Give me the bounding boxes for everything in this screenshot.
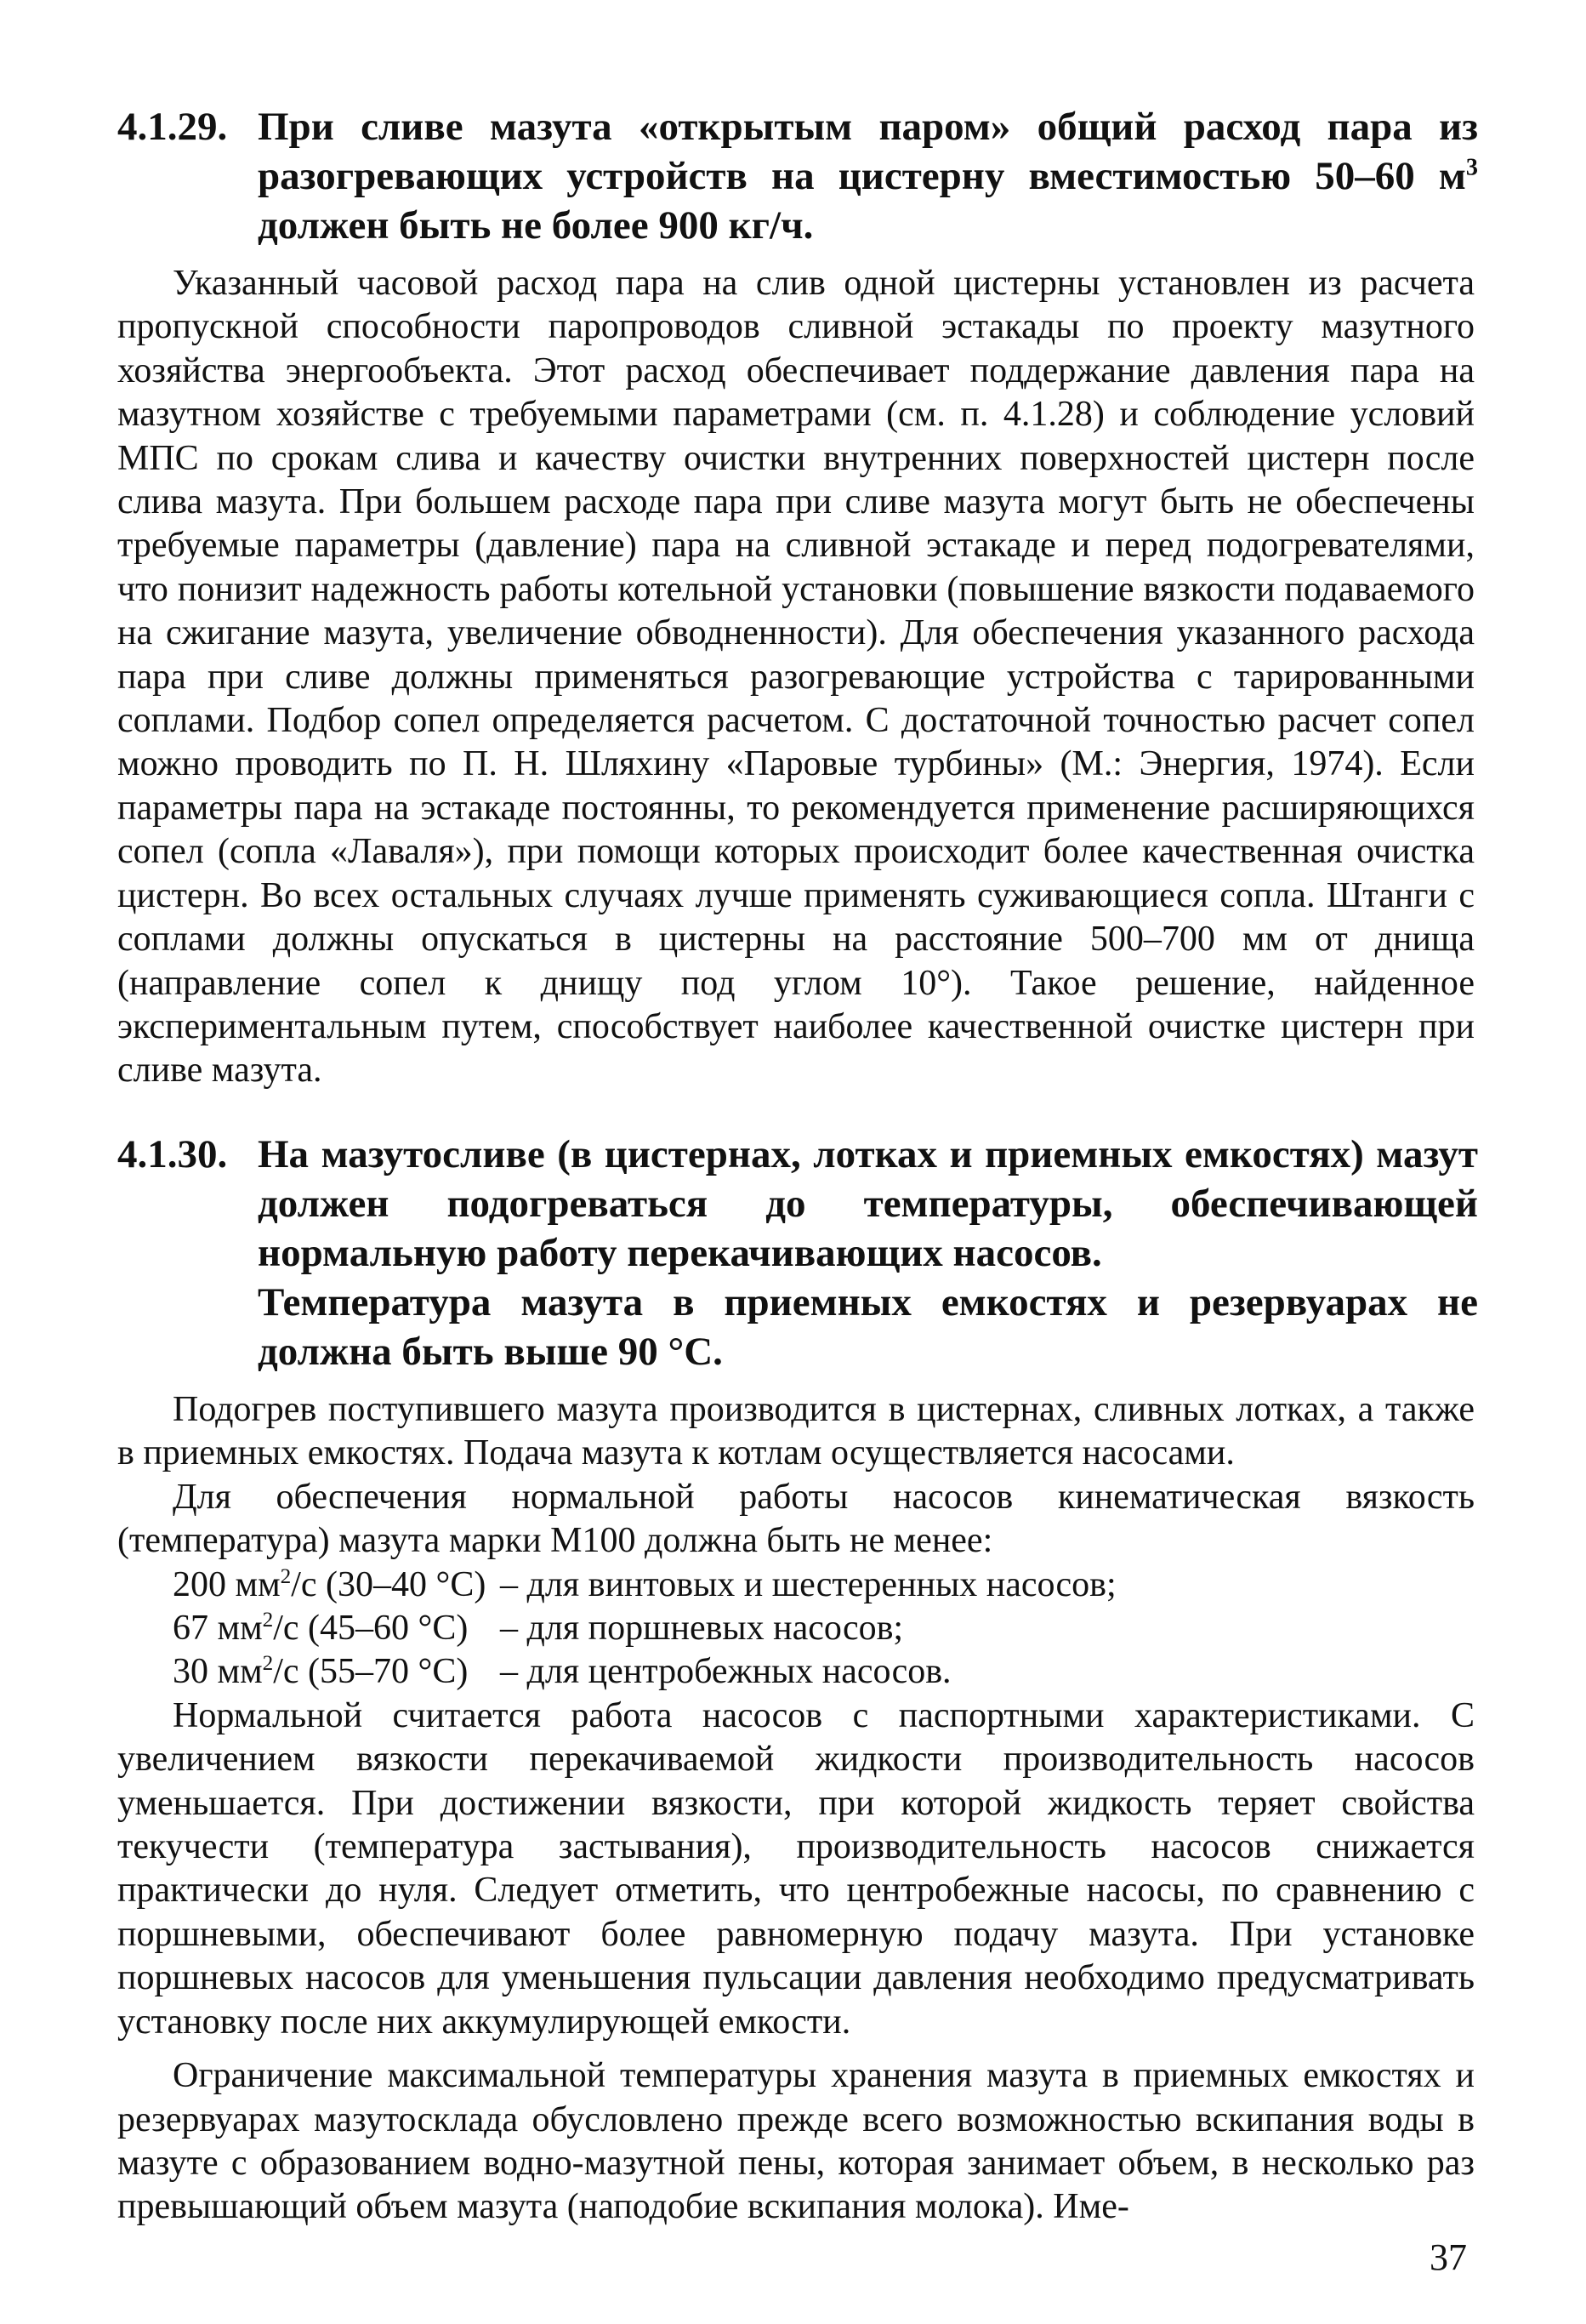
viscosity-value [173, 1650, 500, 1694]
heading-text-part: При сливе мазута «открытым паром» общий расход пара из разогревающих устройств на цистерну вместимостью 50–60 м [258, 105, 1478, 198]
section-body-4-1-29 [117, 262, 1475, 1093]
superscript: 2 [262, 1652, 274, 1676]
value-text: 30 мм [173, 1652, 263, 1692]
section-heading-4-1-29 [117, 102, 1478, 250]
section-heading-4-1-30 [117, 1130, 1478, 1376]
paragraph: Ограничение максимальной температуры хранения мазута в приемных емкостях и резервуарах мазутосклада обусловлено прежде всего возможностью вскипания воды в мазуте с образованием водно-мазутной пены, которая занимает объем, в несколько раз превышающий объем мазута (наподобие вскипания молока). Име- [117, 2056, 1475, 2227]
viscosity-item [117, 1564, 1475, 1607]
section-heading-text [258, 1130, 1478, 1376]
superscript: 2 [280, 1564, 292, 1588]
viscosity-item [117, 1607, 1475, 1650]
viscosity-value [173, 1564, 500, 1607]
value-text: /с (55–70 °С) [273, 1652, 469, 1692]
value-text: 200 мм [173, 1564, 281, 1604]
value-text: /с (45–60 °С) [273, 1609, 469, 1649]
viscosity-description: – для центробежных насосов. [500, 1652, 952, 1692]
superscript: 2 [262, 1609, 274, 1632]
value-text: /с (30–40 °С) [291, 1564, 486, 1604]
viscosity-value [173, 1607, 500, 1650]
section-heading-text [258, 102, 1478, 250]
paragraph: Указанный часовой расход пара на слив одной цистерны установлен из расчета пропускной способности паропроводов сливной эстакады по проекту мазутного хозяйства энергообъекта. Этот расход обеспечивает поддержание давления пара на мазутном хозяйстве с требуемыми параметрами (см. п. 4.1.28) и соблюдение условий МПС по срокам слива и качеству очистки внутренних поверхностей цистерн после слива мазута. При большем расходе пара при сливе мазута могут быть не обеспечены требуемые параметры (давление) пара на сливной эстакаде и перед подогревателями, что понизит надежность работы котельной установки (повышение вязкости подаваемого на сжигание мазута, увеличение обводненности). Для обеспечения указанного расхода пара при сливе должны применяться разогревающие устройства с тарированными соплами. Подбор сопел определяется расчетом. С достаточной точностью расчет сопел можно проводить по П. Н. Шляхину «Паровые турбины» (М.: Энергия, 1974). Если параметры пара на эстакаде постоянны, то рекомендуется применение расширяющихся сопел (сопла «Лаваля»), при помощи которых происходит более качественная очистка цистерн. Во всех остальных случаях лучше применять суживающиеся сопла. Штанги с соплами должны опускаться в цистерны на расстояние 500–700 мм от днища (направление сопел к днищу под углом 10°). Такое решение, найденное экспериментальным путем, способствует наиболее качественной очистке цистерн при сливе мазута. [117, 264, 1475, 1091]
viscosity-description: – для винтовых и шестеренных насосов; [500, 1564, 1117, 1604]
superscript: 3 [1465, 154, 1478, 181]
heading-text-part: должен быть не более 900 кг/ч. [258, 203, 814, 248]
paragraph: Для обеспечения нормальной работы насосов кинематическая вязкость (температура) мазута марки М100 должна быть не менее: [117, 1477, 1475, 1561]
viscosity-item [117, 1650, 1475, 1694]
viscosity-list [117, 1564, 1475, 1695]
value-text: 67 мм [173, 1609, 263, 1649]
viscosity-description: – для поршневых насосов; [500, 1609, 904, 1649]
heading-paragraph: Температура мазута в приемных емкостях и резервуарах не должна быть выше 90 °С. [258, 1280, 1478, 1374]
section-body-4-1-30 [117, 1388, 1475, 2230]
section-number: 4.1.30. [117, 1132, 228, 1176]
heading-paragraph: На мазутосливе (в цистернах, лотках и приемных емкостях) мазут должен подогреваться до температуры, обеспечивающей нормальную работу перекачивающих насосов. [258, 1132, 1478, 1275]
paragraph: Нормальной считается работа насосов с паспортными характеристиками. С увеличением вязкости перекачиваемой жидкости производительность насосов уменьшается. При достижении вязкости, при которой жидкость теряет свойства текучести (температура застывания), производительность насосов снижается практически до нуля. Следует отметить, что центробежные насосы, по сравнению с поршневыми, обеспечивают более равномерную подачу мазута. При установке поршневых насосов для уменьшения пульсации давления необходимо предусматривать установку после них аккумулирующей емкости. [117, 1695, 1475, 2042]
paragraph: Подогрев поступившего мазута производится в цистернах, сливных лотках, а также в приемных емкостях. Подача мазута к котлам осуществляется насосами. [117, 1390, 1475, 1473]
page-number: 37 [1430, 2236, 1467, 2278]
section-number: 4.1.29. [117, 105, 228, 149]
